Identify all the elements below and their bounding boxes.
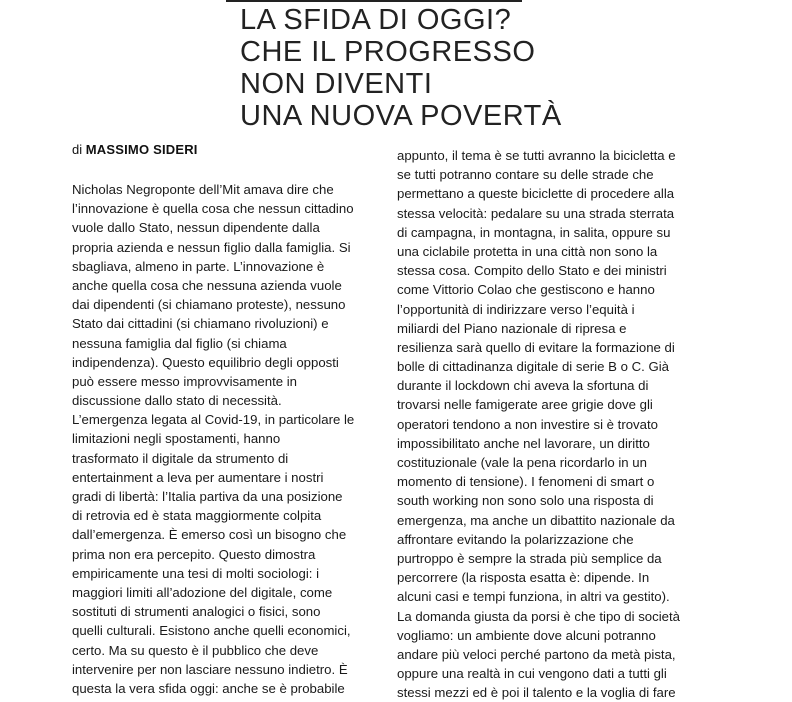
text-line: gradi di libertà: l’Italia partiva da una posizione <box>72 489 343 504</box>
text-line: di campagna, in montagna, in salita, oppure su <box>397 224 671 240</box>
text-line: Nicholas Negroponte dell’Mit amava dire che <box>72 182 334 197</box>
text-line: percorrere (la risposta esatta è: dipende. In <box>397 570 650 586</box>
text-line: stessa velocità: pedalare su una strada sterrata <box>397 205 675 221</box>
text-line: dai dipendenti (si chiamano proteste), nessuno <box>72 297 346 313</box>
headline-line: CHE IL PROGRESSO <box>240 36 536 68</box>
text-line: impossibilitato anche nel lavorare, un diritto <box>397 435 650 451</box>
text-line: di retrovia ed è stata maggiormente colpita <box>72 508 322 524</box>
text-line: sbagliava, almeno in parte. L’innovazione è <box>72 258 325 274</box>
text-line: empiricamente una tesi di molti sociologi: i <box>72 565 320 581</box>
text-line: resilienza sarà quello di evitare la formazione di <box>397 339 675 355</box>
text-line: appunto, il tema è se tutti avranno la bicicletta e <box>397 148 676 163</box>
text-line: costituzionale (vale la pena ricordarlo in un <box>397 455 647 470</box>
text-line: permettano a queste biciclette di procedere alla <box>397 186 675 202</box>
byline-prefix: di <box>72 142 83 157</box>
text-line: nessuna famiglia dal figlio (si chiama <box>72 335 287 351</box>
text-line: La domanda giusta da porsi è che tipo di società <box>397 608 680 624</box>
text-line: alcuni casi e tempi funziona, in altri va gestito). <box>397 589 670 605</box>
text-line: L’emergenza legata al Covid-19, in particolare le <box>72 412 355 428</box>
text-line: prima non era percepito. Questo dimostra <box>72 546 316 562</box>
text-line: dall’emergenza. È emerso così un bisogno che <box>72 527 347 543</box>
text-line: vuole dallo Stato, nessun dipendente dalla <box>72 220 320 236</box>
text-line: sostituti di strumenti analogici o fisici, sono <box>72 604 321 620</box>
byline <box>72 142 198 158</box>
text-line: intervenire per non lasciare nessuno indietro. È <box>72 661 348 677</box>
text-line: oppure una realtà in cui vengono dati a tutti gli <box>397 666 667 682</box>
text-line: può essere messo improvvisamente in <box>72 373 298 389</box>
text-line: affrontare evitando la polarizzazione che <box>397 531 634 547</box>
text-line: anche quella cosa che nessuna azienda vuole <box>72 277 342 293</box>
text-line: l’opportunità di indirizzare verso l’equità i <box>397 301 635 317</box>
text-line: trovarsi nelle famigerate aree grigie dove gli <box>397 397 653 413</box>
text-line: trasformato il digitale da strumento di <box>72 450 289 466</box>
text-line: andare più veloci perché partono da metà pista, <box>397 646 676 662</box>
text-line: certo. Ma su questo è il pubblico che deve <box>72 642 319 658</box>
text-line: miliardi del Piano nazionale di ripresa e <box>397 320 627 336</box>
text-line: stessa cosa. Compito dello Stato e dei ministri <box>397 263 667 279</box>
left-column <box>72 180 382 698</box>
text-line: operatori tendono a non investire si è trovato <box>397 416 658 432</box>
text-line: emergenza, ma anche un dibattito nazionale da <box>397 512 675 528</box>
text-line: south working non sono solo una risposta di <box>397 493 654 509</box>
text-line: momento di tensione). I fenomeni di smart o <box>397 474 655 490</box>
text-line: come Vittorio Colao che gestiscono e hanno <box>397 282 655 298</box>
text-line: indipendenza). Questo equilibrio degli opposti <box>72 354 339 370</box>
right-column <box>397 146 717 702</box>
text-line: purtroppo è sempre la strada più semplice da <box>397 550 662 566</box>
text-line: limitazioni negli spostamenti, hanno <box>72 431 281 447</box>
text-line: maggiori limiti all’adozione del digitale, come <box>72 584 333 600</box>
author-name: MASSIMO SIDERI <box>85 142 198 157</box>
text-line: vogliamo: un ambiente dove alcuni potranno <box>397 627 656 643</box>
top-rule <box>226 0 522 2</box>
text-line: discussione dallo stato di necessità. <box>72 393 282 409</box>
text-line: quelli culturali. Esistono anche quelli economici, <box>72 623 351 639</box>
headline <box>240 4 700 132</box>
text-line: stessi mezzi ed è poi il talento e la voglia di fare <box>397 685 676 701</box>
text-line: durante il lockdown chi aveva la sfortuna di <box>397 378 649 394</box>
text-line: una ciclabile protetta in una città non sono la <box>397 243 658 259</box>
text-line: entertainment a leva per aumentare i nostri <box>72 469 324 485</box>
text-line: se tutti potranno contare su delle strade che <box>397 167 654 183</box>
text-line: bolle di cittadinanza digitale di serie B o C. Già <box>397 359 669 375</box>
text-line: propria azienda e nessun figlio dalla famiglia. Si <box>72 239 351 255</box>
headline-line: NON DIVENTI <box>240 68 433 100</box>
headline-line: LA SFIDA DI OGGI? <box>240 4 512 36</box>
text-line: questa la vera sfida oggi: anche se è probabile <box>72 680 345 696</box>
headline-line: UNA NUOVA POVERTÀ <box>240 100 562 132</box>
text-line: Stato dai cittadini (si chiamano rivoluzioni) e <box>72 316 329 332</box>
text-line: l’innovazione è quella cosa che nessun cittadino <box>72 201 354 217</box>
